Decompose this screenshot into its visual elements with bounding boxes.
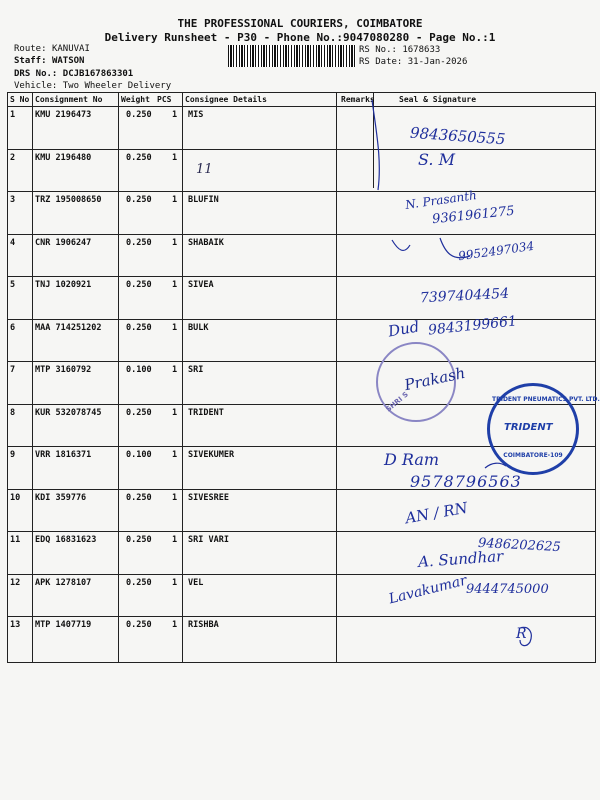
cell-sno: 4 [10,237,16,248]
cell-sno: 9 [10,450,16,460]
cell-consignment: TNJ 1020921 [35,280,92,290]
cell-pcs: 1 [172,110,178,120]
cell-consignee: TRIDENT [188,407,224,418]
handwritten-signature: Lavakumar [387,572,469,608]
ink-stroke [392,240,410,250]
cell-weight: 0.250 [126,152,152,163]
handwritten-phone: 7397404454 [419,285,510,307]
cell-weight: 0.250 [126,407,152,418]
cell-pcs: 1 [172,280,178,290]
cell-consignment: VRR 1816371 [35,450,92,460]
cell-weight: 0.250 [126,237,152,248]
cell-weight: 0.100 [126,450,152,460]
runsheet-subtitle: Delivery Runsheet - P30 - Phone No.:9047080280 - Page No.:1 [104,31,496,44]
cell-consignee: SIVEKUMER [188,450,235,460]
handwritten-mark: 11 [196,162,213,177]
cell-weight: 0.250 [126,280,152,290]
cell-sno: 5 [10,280,16,290]
cell-consignee: SRI VARI [188,535,229,545]
company-title: THE PROFESSIONAL COURIERS, COIMBATORE [177,17,423,30]
staff-value: WATSON [51,56,85,66]
cell-pcs: 1 [172,620,178,630]
cell-consignee: SIVEA [188,280,214,290]
handwritten-signature: Prakash [402,363,467,395]
cell-consignment: KMU 2196480 [35,152,92,163]
drs-value: DCJB167863301 [62,69,134,79]
cell-weight: 0.250 [126,535,152,545]
handwritten-signature: R [516,626,527,642]
cell-consignment: KMU 2196473 [35,110,92,120]
cell-consignee: BULK [188,322,209,333]
handwritten-signature: D Ram [384,450,440,469]
stamp-logo: TRIDENT [504,422,553,433]
cell-consignee: BLUFIN [188,195,219,205]
cell-consignment: CNR 1906247 [35,237,92,248]
cell-pcs: 1 [172,407,178,418]
cell-pcs: 1 [172,365,178,375]
handwritten-phone: 9952497034 [457,238,535,264]
cell-pcs: 1 [172,535,178,545]
cell-consignment: KUR 532078745 [35,407,102,418]
cell-pcs: 1 [172,322,178,333]
header-pcs: PCS [157,95,172,104]
cell-sno: 6 [10,322,16,333]
cell-sno: 12 [10,577,21,588]
handwritten-phone: 9361961275 [431,203,516,228]
stamp-text-top: TRIDENT PNEUMATICS PVT. LTD. [492,396,600,403]
trident-stamp [487,383,600,475]
header-weight: Weight [121,95,150,104]
header-seal: Seal & Signature [399,95,477,104]
vehicle-info: Vehicle: Two Wheeler Delivery [14,81,172,91]
ink-stroke [372,100,379,190]
cell-sno: 11 [10,535,21,545]
handwritten-phone: 9843650555 [409,123,506,149]
cell-consignment: KDI 359776 [35,492,87,503]
rs-date: RS Date: 31-Jan-2026 [359,57,468,67]
header-consignee: Consignee Details [185,95,267,104]
cell-consignment: MAA 714251202 [35,322,102,333]
cell-pcs: 1 [172,492,178,503]
handwritten-phone: 9486202625 [477,535,562,556]
cell-weight: 0.250 [126,492,152,503]
handwritten-phone: 9578796563 [410,472,522,491]
rs-number: RS No.: 1678633 [359,45,441,55]
header-remarks: Remarks [341,95,375,104]
cell-sno: 10 [10,492,21,503]
cell-weight: 0.250 [126,195,152,205]
handwritten-signature: A. Sundhar [417,547,504,571]
cell-weight: 0.250 [126,577,152,588]
stamp-text: SHRI S [384,390,410,414]
cell-sno: 3 [10,195,16,205]
handwritten-name: N. Prasanth [404,188,478,212]
cell-weight: 0.250 [126,620,152,630]
cell-weight: 0.250 [126,322,152,333]
handwritten-signature: Dud [386,317,421,341]
handwritten-signature: S. M [418,150,455,169]
cell-sno: 8 [10,407,16,418]
cell-consignment: MTP 3160792 [35,365,92,375]
cell-consignment: APK 1278107 [35,577,92,588]
cell-consignee: SIVESREE [188,492,229,503]
cell-pcs: 1 [172,152,178,163]
cell-consignee: SRI [188,365,204,375]
cell-pcs: 1 [172,577,178,588]
route-value: KANUVAI [51,44,90,54]
cell-sno: 2 [10,152,16,163]
cell-pcs: 1 [172,237,178,248]
cell-sno: 13 [10,620,21,630]
header-consignment: Consignment No [35,95,103,104]
cell-sno: 1 [10,110,16,120]
cell-pcs: 1 [172,195,178,205]
cell-consignee: RISHBA [188,620,219,630]
handwritten-phone: 9444745000 [466,582,549,597]
drs-label: DRS No.: [14,69,58,79]
cell-sno: 7 [10,365,16,375]
stamp-text-bottom: COIMBATORE-109 [503,452,563,459]
cell-consignee: MIS [188,110,204,120]
handwritten-phone: 9843199661 [427,313,518,339]
cell-weight: 0.100 [126,365,152,375]
cell-consignment: MTP 1407719 [35,620,92,630]
route-label: Route: [14,44,47,54]
cell-consignee: SHABAIK [188,237,224,248]
header-sno: S No [10,95,30,104]
cell-weight: 0.250 [126,110,152,120]
staff-label: Staff: [14,56,47,66]
cell-pcs: 1 [172,450,178,460]
cell-consignment: EDQ 16831623 [35,535,97,545]
handwritten-mark: AN / RN [403,498,470,528]
cell-consignee: VEL [188,577,204,588]
cell-consignment: TRZ 195008650 [35,195,102,205]
